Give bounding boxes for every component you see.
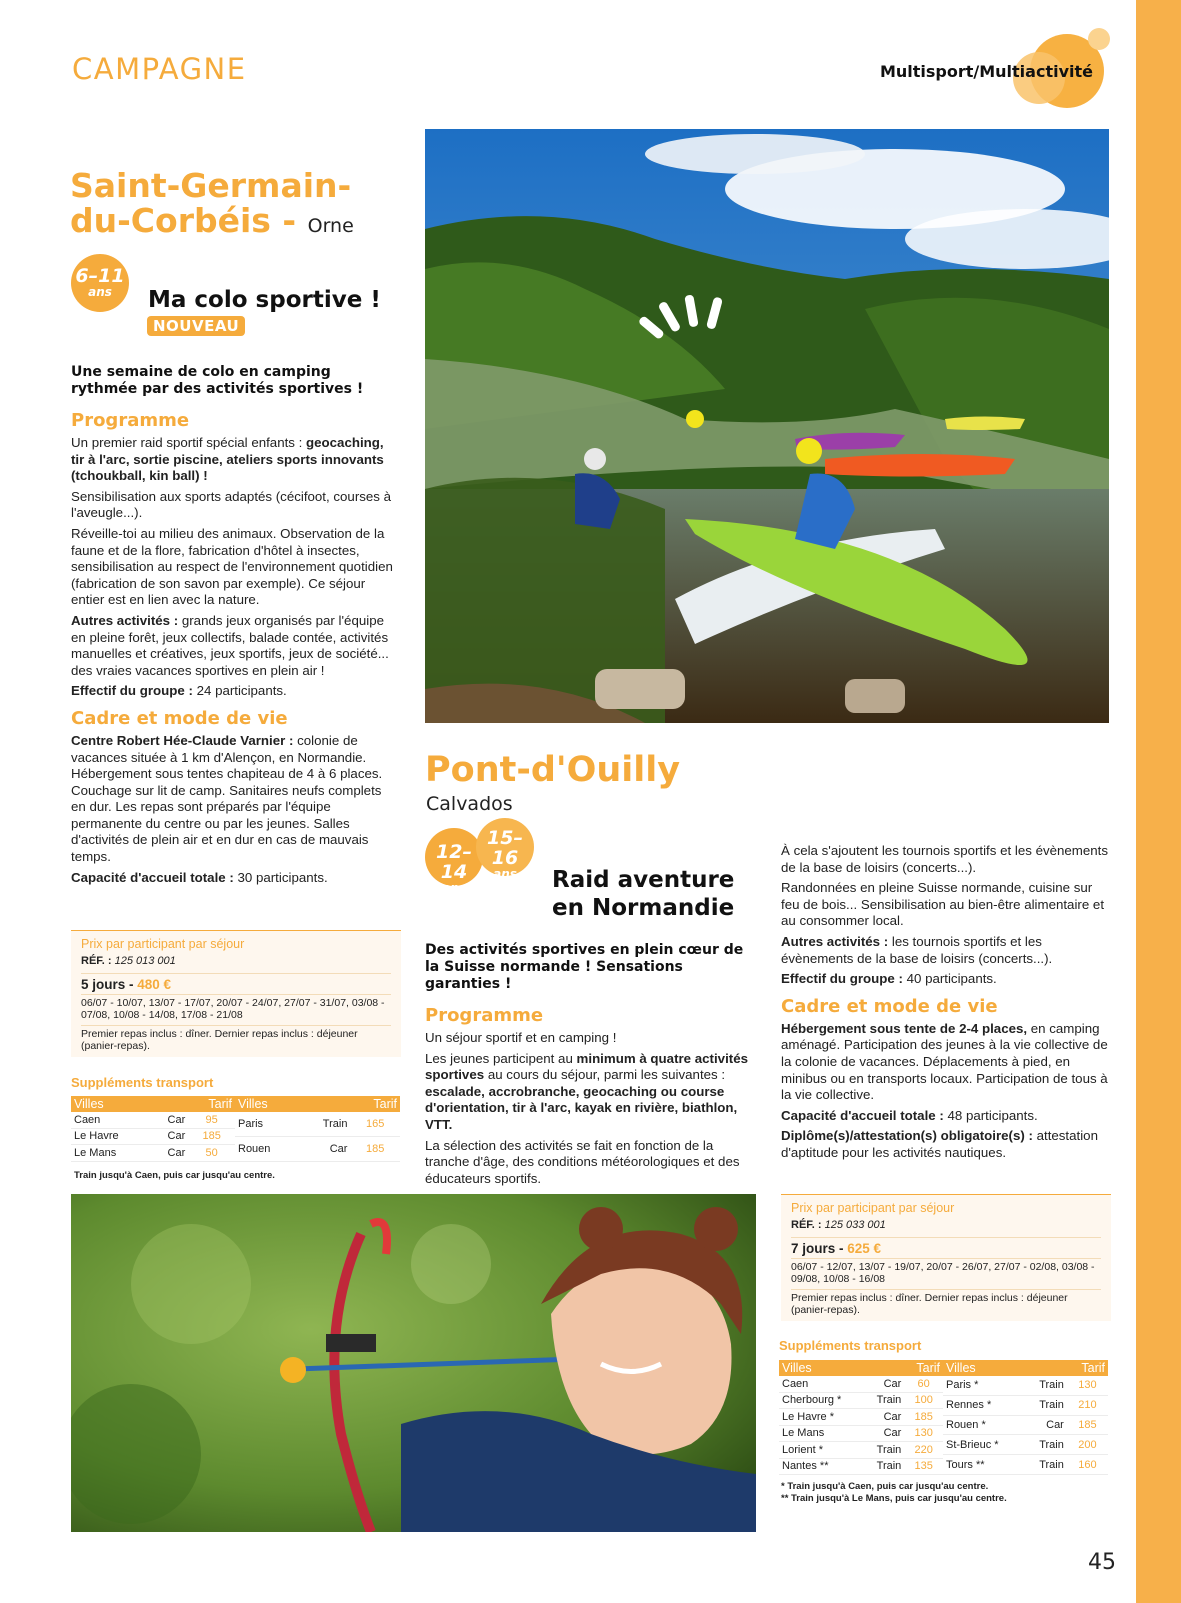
right-r2: Randonnées en pleine Suisse normande, cuisine sur feu de bois... Sensibilisation au bien-être alimentaire et au consommer local.	[781, 880, 1105, 929]
left-meals: Premier repas inclus : dîner. Dernier repas inclus : déjeuner (panier-repas).	[81, 1025, 391, 1052]
right-ref	[791, 1219, 1101, 1231]
transport-tarif: 130	[904, 1425, 943, 1442]
right-transport-note-2: ** Train jusqu'à Le Mans, puis car jusqu'au centre.	[781, 1493, 1007, 1504]
left-price-box	[71, 930, 401, 1057]
transport-row	[71, 1128, 235, 1145]
transport-row	[235, 1112, 400, 1136]
transport-city: Le Mans	[779, 1425, 864, 1442]
left-transport-table-b	[235, 1096, 400, 1162]
left-programme-body	[71, 435, 396, 700]
transport-mode: Car	[151, 1145, 188, 1162]
right-transport-tables	[779, 1360, 1108, 1475]
left-cadre-body	[71, 733, 396, 886]
right-p2-a: Les jeunes participent au	[425, 1050, 577, 1066]
left-p3: Réveille-toi au milieu des animaux. Observation de la faune et de la flore, fabrication d'hôtel à insectes, sensibilisation au respect de l'environnement quotidien (fabrication de son savon par exemple). Ce séjour entier est en lien avec la nature.	[71, 525, 393, 608]
col-villes: Villes	[71, 1096, 151, 1112]
right-ref-value: 125 033 001	[821, 1219, 886, 1231]
right-r4	[781, 971, 1111, 988]
right-programme-heading: Programme	[425, 1005, 544, 1026]
col-mode	[1024, 1360, 1067, 1376]
transport-tarif: 185	[350, 1136, 400, 1161]
right-transport-b-head	[943, 1360, 1108, 1376]
right-c1-text: en camping aménagé. Participation des jeunes à la vie collective de la colonie de vacances. Déplacements à pied, en minibus ou en transports locaux. Participation de tous à la vie collective.	[781, 1020, 1108, 1103]
transport-city: Paris *	[943, 1376, 1024, 1395]
transport-tarif: 185	[1067, 1415, 1108, 1435]
archery-photo	[71, 1194, 756, 1532]
left-p4-label: Autres activités :	[71, 612, 182, 628]
transport-city: Cherbourg *	[779, 1392, 864, 1409]
right-c3-label: Diplôme(s)/attestation(s) obligatoire(s) :	[781, 1128, 1037, 1144]
transport-mode: Train	[864, 1392, 904, 1409]
transport-tarif: 130	[1067, 1376, 1108, 1395]
transport-row	[779, 1425, 943, 1442]
col-villes: Villes	[943, 1360, 1024, 1376]
right-price-box	[781, 1194, 1111, 1321]
left-content	[71, 364, 396, 890]
transport-row	[943, 1455, 1108, 1475]
left-ref-value: 125 013 001	[111, 955, 176, 967]
left-stay-title	[70, 168, 410, 244]
left-price-heading: Prix par participant par séjour	[81, 937, 245, 951]
right-cadre-body	[781, 1021, 1111, 1162]
transport-row	[779, 1376, 943, 1392]
left-dates: 06/07 - 10/07, 13/07 - 17/07, 20/07 - 24/07, 27/07 - 31/07, 03/08 - 07/08, 10/08 - 14/08, 17/08 - 21/08	[81, 994, 391, 1021]
transport-tarif: 220	[904, 1442, 943, 1459]
right-c3	[781, 1128, 1111, 1161]
left-duration-text: 5 jours -	[81, 977, 138, 992]
right-r3-text: les tournois sportifs et les évènements de la base de loisirs (concerts...).	[781, 933, 1053, 966]
right-p2-c: au cours du séjour, parmi les suivantes :	[484, 1067, 726, 1083]
right-transport-table-a	[779, 1360, 943, 1475]
col-tarif: Tarif	[188, 1096, 235, 1112]
left-p1	[71, 435, 396, 485]
right-p2-b: minimum à quatre activités sportives	[425, 1050, 748, 1083]
right-duration	[791, 1237, 1101, 1256]
right-transport-note-1: * Train jusqu'à Caen, puis car jusqu'au centre.	[781, 1481, 989, 1492]
archery-photo-illustration	[71, 1194, 756, 1532]
right-age-range-2: 15–16	[487, 827, 523, 869]
right-col2-body	[781, 843, 1111, 988]
left-p1-text: Un premier raid sportif spécial enfants :	[71, 435, 307, 450]
left-c1-label: Centre Robert Hée-Claude Varnier :	[71, 732, 298, 748]
left-p4-text: grands jeux organisés par l'équipe en pleine forêt, jeux collectifs, balade contée, activités manuelles et créatives, jeux sportifs, jeux de société... des vraies vacances sportives en plein air !	[71, 612, 389, 678]
left-program-title: Ma colo sportive !	[148, 287, 381, 313]
decor-circle-small	[1088, 28, 1110, 50]
transport-row	[943, 1415, 1108, 1435]
transport-mode: Train	[1024, 1455, 1067, 1475]
right-c1-label: Hébergement sous tente de 2-4 places,	[781, 1020, 1031, 1036]
right-program-title	[552, 866, 734, 922]
transport-mode: Train	[1024, 1435, 1067, 1455]
transport-city: Caen	[779, 1376, 864, 1392]
right-r3	[781, 934, 1111, 967]
transport-tarif: 135	[904, 1458, 943, 1475]
right-p2-d: escalade, accrobranche, geocaching ou course d'orientation, tir à l'arc, kayak en rivière, biathlon, VTT.	[425, 1083, 738, 1132]
kayak-photo-illustration	[425, 129, 1109, 723]
transport-city: Lorient *	[779, 1442, 864, 1459]
transport-tarif: 210	[1067, 1395, 1108, 1415]
left-c2-text: 30 participants.	[237, 869, 328, 885]
right-program-title-line2: en Normandie	[552, 895, 735, 921]
transport-tarif: 185	[904, 1409, 943, 1426]
col-tarif: Tarif	[1067, 1360, 1108, 1376]
left-p2: Sensibilisation aux sports adaptés (cécifoot, courses à l'aveugle...).	[71, 488, 392, 521]
transport-row	[779, 1458, 943, 1475]
left-stay-dept: Orne	[307, 215, 354, 237]
kayak-photo	[425, 129, 1109, 723]
right-c2	[781, 1108, 1111, 1125]
transport-tarif: 100	[904, 1392, 943, 1409]
transport-row	[71, 1145, 235, 1162]
right-stay-title: Pont-d'Ouilly	[425, 750, 681, 790]
right-transport-a-head	[779, 1360, 943, 1376]
left-cadre-heading: Cadre et mode de vie	[71, 707, 288, 729]
transport-mode: Car	[864, 1376, 904, 1392]
left-programme-heading: Programme	[71, 410, 190, 431]
col-villes: Villes	[779, 1360, 864, 1376]
right-price-value: 625 €	[847, 1241, 882, 1256]
left-c2	[71, 870, 396, 887]
right-r4-text: 40 participants.	[906, 971, 997, 987]
transport-row	[71, 1112, 235, 1128]
transport-row	[779, 1442, 943, 1459]
col-villes: Villes	[235, 1096, 299, 1112]
transport-city: Le Mans	[71, 1145, 151, 1162]
transport-city: Nantes **	[779, 1458, 864, 1475]
right-p3: La sélection des activités se fait en fonction de la tranche d'âge, des conditions météorologiques et des éducateurs sportifs.	[425, 1137, 740, 1186]
transport-mode: Train	[299, 1112, 350, 1136]
transport-row	[235, 1136, 400, 1161]
transport-mode: Car	[299, 1136, 350, 1161]
transport-mode: Train	[864, 1442, 904, 1459]
transport-mode: Train	[864, 1458, 904, 1475]
left-age-range: 6–11	[75, 265, 125, 287]
transport-mode: Car	[151, 1128, 188, 1145]
transport-row	[943, 1435, 1108, 1455]
transport-city: Rouen *	[943, 1415, 1024, 1435]
right-p2	[425, 1051, 760, 1134]
transport-tarif: 95	[188, 1112, 235, 1128]
left-ref-label: RÉF. :	[81, 955, 112, 967]
left-transport-a-head	[71, 1096, 235, 1112]
right-age-badge-1	[425, 828, 483, 895]
col-mode	[864, 1360, 904, 1376]
transport-city: Tours **	[943, 1455, 1024, 1475]
transport-mode: Train	[1024, 1376, 1067, 1395]
col-tarif: Tarif	[350, 1096, 400, 1112]
right-dates: 06/07 - 12/07, 13/07 - 19/07, 20/07 - 26/07, 27/07 - 02/08, 03/08 - 09/08, 10/08 - 16/08	[791, 1258, 1101, 1285]
right-stay-dept: Calvados	[426, 793, 513, 815]
transport-mode: Car	[151, 1112, 188, 1128]
right-lead: Des activités sportives en plein cœur de la Suisse normande ! Sensations garanties !	[425, 942, 744, 992]
right-content-col2	[781, 843, 1111, 1166]
left-c1-text: colonie de vacances située à 1 km d'Alençon, en Normandie. Hébergement sous tentes chapiteau de 4 à 6 places. Couchage sur lit de camp. Sanitaires neufs complets en dur. Les repas sont préparés par l'équipe permanente du centre ou par les jeunes. Salles d'activités de plein air et en dur en cas de mauvais temps.	[71, 732, 383, 865]
transport-tarif: 165	[350, 1112, 400, 1136]
right-programme-body	[425, 1030, 760, 1187]
transport-tarif: 60	[904, 1376, 943, 1392]
left-duration	[81, 973, 391, 992]
right-content-col1	[425, 942, 760, 1191]
transport-city: Rennes *	[943, 1395, 1024, 1415]
transport-mode: Car	[1024, 1415, 1067, 1435]
right-age-badge-2	[476, 818, 534, 881]
transport-tarif: 50	[188, 1145, 235, 1162]
page-number: 45	[1088, 1550, 1116, 1575]
transport-city: Caen	[71, 1112, 151, 1128]
left-p5-label: Effectif du groupe :	[71, 683, 197, 699]
right-age-range-1: 12–14	[436, 841, 472, 883]
left-age-unit: ans	[88, 285, 112, 299]
transport-row	[943, 1376, 1108, 1395]
left-p1-bold: geocaching, tir à l'arc, sortie piscine, ateliers sports innovants (tchoukball, kin ball) !	[71, 435, 384, 484]
category-title: Multisport/Multiactivité	[879, 62, 1093, 81]
transport-row	[779, 1392, 943, 1409]
transport-city: Paris	[235, 1112, 299, 1136]
right-transport-heading: Suppléments transport	[779, 1338, 922, 1353]
transport-tarif: 185	[188, 1128, 235, 1145]
left-age-badge	[71, 254, 129, 312]
right-c1	[781, 1021, 1111, 1104]
right-r4-label: Effectif du groupe :	[781, 971, 907, 987]
transport-row	[943, 1395, 1108, 1415]
new-tag-wrap	[147, 316, 245, 336]
transport-city: St-Brieuc *	[943, 1435, 1024, 1455]
left-p5-text: 24 participants.	[196, 683, 287, 699]
col-mode	[151, 1096, 188, 1112]
left-p4	[71, 613, 396, 679]
transport-mode: Car	[864, 1425, 904, 1442]
transport-city: Le Havre	[71, 1128, 151, 1145]
section-label: CAMPAGNE	[72, 52, 247, 86]
right-duration-text: 7 jours -	[791, 1241, 848, 1256]
right-transport-notes	[781, 1481, 1007, 1505]
left-transport-table-a	[71, 1096, 235, 1162]
transport-mode: Train	[1024, 1395, 1067, 1415]
right-r3-label: Autres activités :	[781, 933, 892, 949]
transport-row	[779, 1409, 943, 1426]
col-mode	[299, 1096, 350, 1112]
right-c2-text: 48 participants.	[947, 1107, 1038, 1123]
transport-tarif: 160	[1067, 1455, 1108, 1475]
left-p5	[71, 683, 396, 700]
left-transport-tables	[71, 1096, 400, 1162]
page-edge-strip	[1136, 0, 1181, 1603]
right-program-title-line1: Raid aventure	[552, 867, 735, 893]
left-price-value: 480 €	[137, 977, 172, 992]
left-c1	[71, 733, 396, 866]
right-p1: Un séjour sportif et en camping !	[425, 1030, 617, 1045]
right-c2-label: Capacité d'accueil totale :	[781, 1107, 948, 1123]
right-cadre-heading: Cadre et mode de vie	[781, 995, 998, 1017]
left-lead: Une semaine de colo en camping rythmée par des activités sportives !	[71, 364, 364, 397]
left-transport-heading: Suppléments transport	[71, 1075, 214, 1090]
col-tarif: Tarif	[904, 1360, 943, 1376]
left-transport-b-head	[235, 1096, 400, 1112]
transport-city: Rouen	[235, 1136, 299, 1161]
right-r1: À cela s'ajoutent les tournois sportifs et les évènements de la base de loisirs (concerts...).	[781, 843, 1109, 875]
right-ref-label: RÉF. :	[791, 1219, 822, 1231]
left-ref	[81, 955, 391, 967]
left-stay-name: Saint-Germain-du-Corbéis -	[70, 166, 352, 240]
left-transport-note: Train jusqu'à Caen, puis car jusqu'au centre.	[74, 1170, 275, 1181]
transport-tarif: 200	[1067, 1435, 1108, 1455]
right-meals: Premier repas inclus : dîner. Dernier repas inclus : déjeuner (panier-repas).	[791, 1289, 1101, 1316]
right-price-heading: Prix par participant par séjour	[791, 1201, 955, 1215]
right-transport-table-b	[943, 1360, 1108, 1475]
new-tag: NOUVEAU	[147, 316, 245, 336]
left-c2-label: Capacité d'accueil totale :	[71, 869, 238, 885]
right-age-unit-1: ans	[442, 881, 466, 895]
transport-city: Le Havre *	[779, 1409, 864, 1426]
transport-mode: Car	[864, 1409, 904, 1426]
right-age-unit-2: ans	[493, 867, 517, 881]
right-c3-text: attestation d'aptitude pour les activités nautiques.	[781, 1128, 1098, 1160]
